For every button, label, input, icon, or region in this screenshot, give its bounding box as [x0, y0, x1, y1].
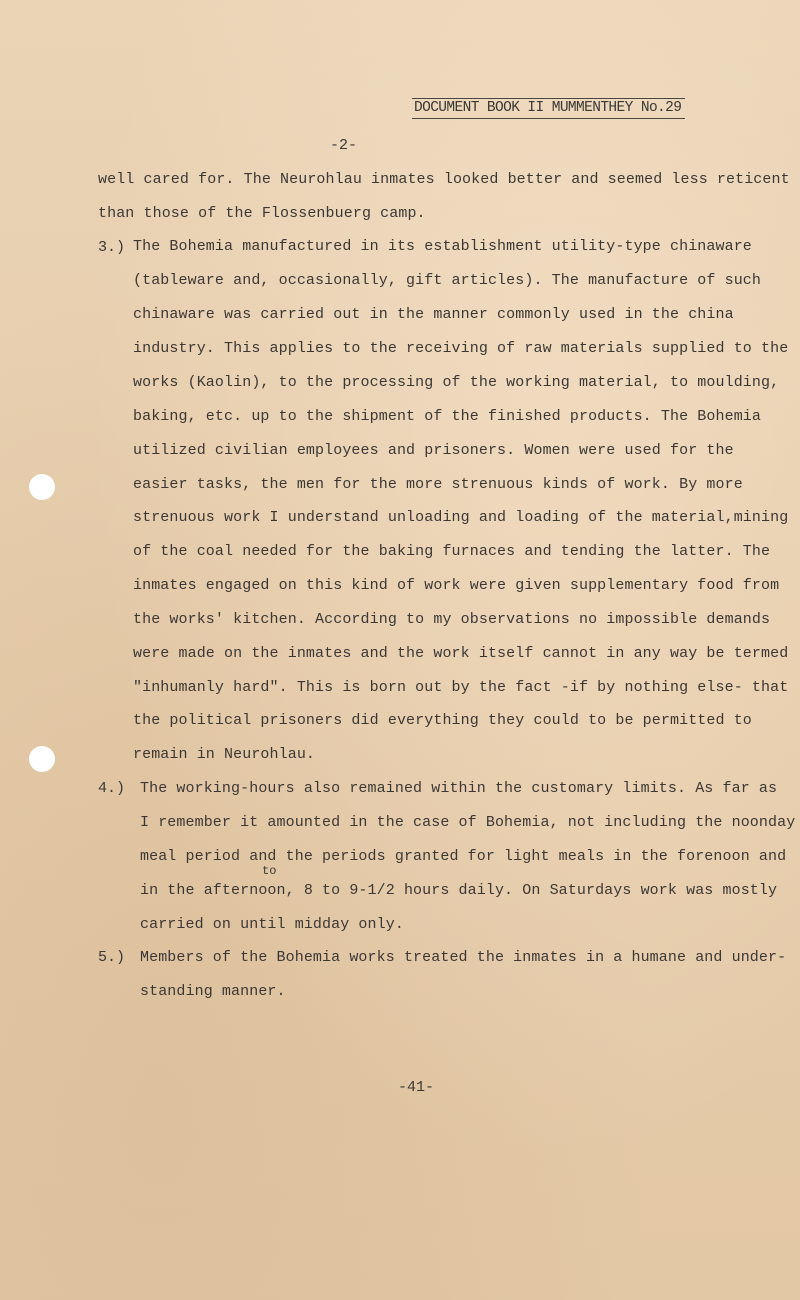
paragraph-3-line: (tableware and, occasionally, gift articles). The manufacture of such — [133, 272, 762, 289]
paragraph-3-line: the works' kitchen. According to my observations no impossible demands — [133, 611, 771, 628]
intro-line: than those of the Flossenbuerg camp. — [98, 205, 426, 222]
paragraph-4-line: I remember it amounted in the case of Bohemia, not including the noonday — [140, 814, 796, 831]
page-number-bottom: -41- — [398, 1079, 435, 1096]
handwritten-insertion: to — [262, 864, 277, 878]
punch-hole-upper — [29, 474, 55, 500]
paragraph-3-line: baking, etc. up to the shipment of the finished products. The Bohemia — [133, 408, 762, 425]
page-number-top: -2- — [330, 137, 358, 154]
paragraph-3-line: easier tasks, the men for the more strenuous kinds of work. By more — [133, 476, 743, 493]
paragraph-3-line: chinaware was carried out in the manner commonly used in the china — [133, 306, 734, 323]
paragraph-3-line: utilized civilian employees and prisoners. Women were used for the — [133, 442, 734, 459]
paragraph-number-4: 4.) — [98, 780, 126, 797]
paragraph-3-line: of the coal needed for the baking furnaces and tending the latter. The — [133, 543, 771, 560]
paragraph-3-line: were made on the inmates and the work itself cannot in any way be termed — [133, 645, 789, 662]
paragraph-3-line: "inhumanly hard". This is born out by the fact -if by nothing else- that — [133, 679, 789, 696]
paragraph-3-line: the political prisoners did everything they could to be permitted to — [133, 712, 752, 729]
punch-hole-lower — [29, 746, 55, 772]
paragraph-3-line: remain in Neurohlau. — [133, 746, 316, 763]
intro-line: well cared for. The Neurohlau inmates looked better and seemed less reticent — [98, 171, 790, 188]
paragraph-3-line: strenuous work I understand unloading and loading of the material,mining — [133, 509, 789, 526]
paragraph-4-line: in the afternoon, 8 to 9-1/2 hours daily. On Saturdays work was mostly — [140, 882, 778, 899]
paragraph-3-line: works (Kaolin), to the processing of the working material, to moulding, — [133, 374, 780, 391]
paragraph-number-5: 5.) — [98, 949, 126, 966]
paragraph-3-line: inmates engaged on this kind of work were given supplementary food from — [133, 577, 780, 594]
paragraph-number-3: 3.) — [98, 239, 126, 256]
paragraph-5-line: standing manner. — [140, 983, 286, 1000]
document-header: DOCUMENT BOOK II MUMMENTHEY No.29 — [412, 98, 685, 119]
paragraph-5-line: Members of the Bohemia works treated the inmates in a humane and under- — [140, 949, 787, 966]
paragraph-4-line: The working-hours also remained within the customary limits. As far as — [140, 780, 778, 797]
paragraph-3-line: The Bohemia manufactured in its establishment utility-type chinaware — [133, 238, 752, 255]
paragraph-4-line: meal period and the periods granted for light meals in the forenoon and — [140, 848, 787, 865]
paragraph-3-line: industry. This applies to the receiving of raw materials supplied to the — [133, 340, 789, 357]
paragraph-4-line: carried on until midday only. — [140, 916, 404, 933]
